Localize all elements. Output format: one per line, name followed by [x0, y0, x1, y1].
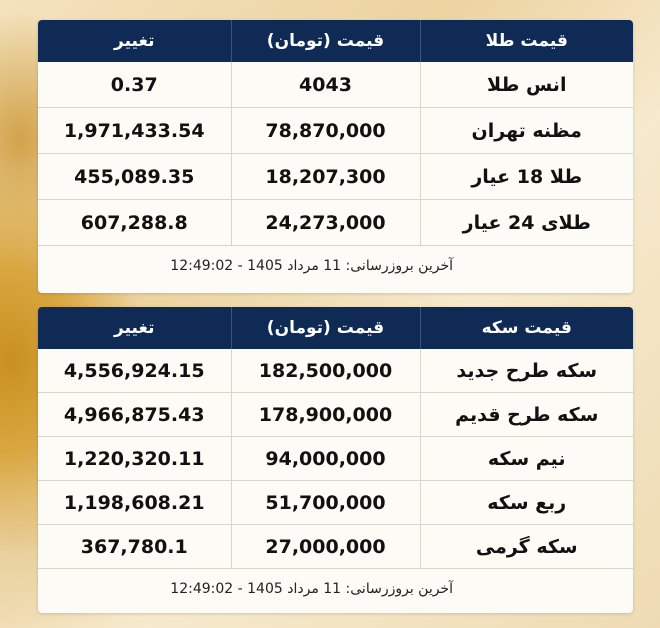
coin-price-table: [38, 307, 633, 569]
column-header-change: تغییر: [38, 20, 231, 62]
item-change: 367,780.1: [38, 525, 231, 569]
item-price: 182,500,000: [231, 349, 420, 393]
item-price: 78,870,000: [231, 108, 420, 154]
item-price: 18,207,300: [231, 154, 420, 200]
item-name: سکه گرمی: [420, 525, 633, 569]
last-update-text: آخرین بروزرسانی: 11 مرداد 1405 - 12:49:02: [170, 581, 453, 597]
item-name: انس طلا: [420, 62, 633, 108]
table-row: [38, 200, 633, 246]
item-name: نیم سکه: [420, 437, 633, 481]
column-header-price: قیمت (تومان): [231, 20, 420, 62]
column-header-name: قیمت سکه: [420, 307, 633, 349]
item-price: 24,273,000: [231, 200, 420, 246]
last-update-text: آخرین بروزرسانی: 11 مرداد 1405 - 12:49:02: [170, 258, 453, 274]
coin-price-panel: [38, 307, 633, 613]
table-row: [38, 393, 633, 437]
item-name: سکه طرح قدیم: [420, 393, 633, 437]
table-row: [38, 437, 633, 481]
table-row: [38, 481, 633, 525]
table-header-row: [38, 20, 633, 62]
table-row: [38, 349, 633, 393]
item-name: ربع سکه: [420, 481, 633, 525]
item-change: 4,556,924.15: [38, 349, 231, 393]
table-header-row: [38, 307, 633, 349]
item-change: 4,966,875.43: [38, 393, 231, 437]
item-change: 0.37: [38, 62, 231, 108]
table-row: [38, 525, 633, 569]
item-price: 51,700,000: [231, 481, 420, 525]
item-change: 1,198,608.21: [38, 481, 231, 525]
gold-price-table: [38, 20, 633, 246]
table-row: [38, 62, 633, 108]
table-row: [38, 154, 633, 200]
item-change: 455,089.35: [38, 154, 231, 200]
item-name: طلای 24 عیار: [420, 200, 633, 246]
column-header-price: قیمت (تومان): [231, 307, 420, 349]
table-row: [38, 108, 633, 154]
item-change: 1,971,433.54: [38, 108, 231, 154]
item-name: مظنه تهران: [420, 108, 633, 154]
item-price: 178,900,000: [231, 393, 420, 437]
item-name: طلا 18 عیار: [420, 154, 633, 200]
column-header-change: تغییر: [38, 307, 231, 349]
item-change: 607,288.8: [38, 200, 231, 246]
item-price: 94,000,000: [231, 437, 420, 481]
column-header-name: قیمت طلا: [420, 20, 633, 62]
item-name: سکه طرح جدید: [420, 349, 633, 393]
item-price: 27,000,000: [231, 525, 420, 569]
item-change: 1,220,320.11: [38, 437, 231, 481]
gold-price-panel: [38, 20, 633, 293]
item-price: 4043: [231, 62, 420, 108]
